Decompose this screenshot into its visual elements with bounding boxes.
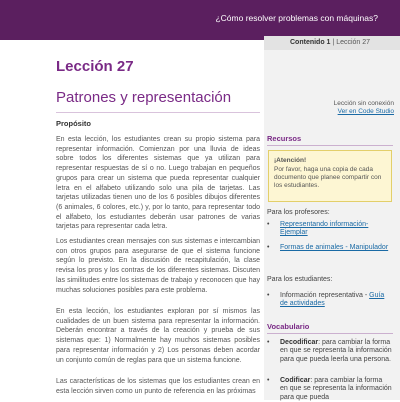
- for-students-label: Para los estudiantes:: [267, 276, 333, 283]
- bullet: •: [267, 377, 270, 384]
- vocab-definition: : para cambiar la forma en que se representa la información para que pueda leerla una persona.: [280, 339, 392, 363]
- breadcrumb-separator: |: [332, 39, 335, 46]
- list-item: [280, 244, 392, 252]
- bullet: •: [267, 339, 270, 346]
- callout-body: Por favor, haga una copia de cada documento que planee compartir con los estudiantes.: [274, 166, 382, 189]
- resources-heading: Recursos: [267, 134, 302, 143]
- purpose-paragraph-4: Las características de los sistemas que los estudiantes crean en esta lección sirven como un punto de referencia en las próximas: [56, 378, 260, 395]
- bullet: •: [267, 244, 270, 251]
- header-title: ¿Cómo resolver problemas con máquinas?: [215, 13, 378, 23]
- bullet: •: [267, 221, 270, 228]
- list-item: [280, 221, 392, 238]
- offline-lesson: [264, 100, 394, 116]
- vocab-definition: : para cambiar la forma en que se representa la información para que pueda: [280, 377, 392, 401]
- student-resource-sep: -: [362, 292, 370, 299]
- vocab-item: [280, 377, 392, 402]
- list-item: [280, 292, 392, 309]
- lesson-label: Lección 27: [56, 58, 134, 75]
- attention-callout: [268, 150, 392, 202]
- breadcrumb: [264, 36, 400, 50]
- title-divider: [56, 112, 260, 113]
- header-bar: [0, 0, 400, 40]
- purpose-paragraph-3: En esta lección, los estudiantes exploran por sí mismos las cualidades de un buen sistema para representar la información. Deberán encontrar a través de la creación y prueba de sus sistemas que: 1) Normalmente hay muchos sistemas posibles para representar información y 2) Los personas deben acordar un conjunto común de reglas para que un sistema funcione.: [56, 308, 260, 364]
- vocab-item: [280, 339, 392, 364]
- resource-link-formas[interactable]: Formas de animales - Manipulador: [280, 244, 389, 251]
- purpose-paragraph-2: Los estudiantes crean mensajes con sus sistemas e intercambian con otros grupos para asegurarse de que el sistema funcione según lo previsto. En la discusión de recapitulación, la clase revisa los pros y los contras de los diferentes sistemas. Discuten las similitudes entre los sistemas de trabajo y reconocen que hay muchas soluciones posibles para este problema.: [56, 238, 260, 294]
- vocab-term: Codificar: [280, 377, 311, 384]
- purpose-heading: Propósito: [56, 119, 91, 128]
- vocabulary-heading: Vocabulario: [267, 322, 310, 331]
- breadcrumb-lesson: Lección 27: [336, 39, 371, 46]
- purpose-paragraph-1: En esta lección, los estudiantes crean su propio sistema para representar información. Comienzan por una lluvia de ideas sobre todos los diferentes sistemas que ya utilizan para representar respuestas de sí o no. Luego trabajan en pequeños grupos para crear un sistema que pueda representar cualquier letra en el alfabeto utilizando solo una pila de tarjetas. Las tarjetas utilizadas tienen uno de los 6 posibles dibujos diferentes (6 animales, 6 colores, etc.) y, por lo tanto, para representar todo el alfabeto, los estudiantes deberán usar patrones de varias tarjetas para representar cada letra.: [56, 136, 260, 231]
- offline-text: Lección sin conexión: [333, 100, 394, 107]
- callout-title: ¡Atención!: [274, 157, 307, 164]
- vocabulary-divider: [267, 333, 393, 334]
- page-title: Patrones y representación: [56, 89, 232, 106]
- vocab-term: Decodificar: [280, 339, 319, 346]
- resources-divider: [267, 145, 393, 146]
- bullet: •: [267, 292, 270, 299]
- for-teachers-label: Para los profesores:: [267, 209, 330, 216]
- student-resource-text: Información representativa: [280, 292, 363, 299]
- resource-link-ejemplar[interactable]: Representando información- Ejemplar: [280, 221, 369, 237]
- code-studio-link[interactable]: Ver en Code Studio: [337, 108, 394, 115]
- breadcrumb-content[interactable]: Contenido 1: [290, 39, 331, 46]
- activity-guide-link[interactable]: Guía de actividades: [280, 292, 385, 308]
